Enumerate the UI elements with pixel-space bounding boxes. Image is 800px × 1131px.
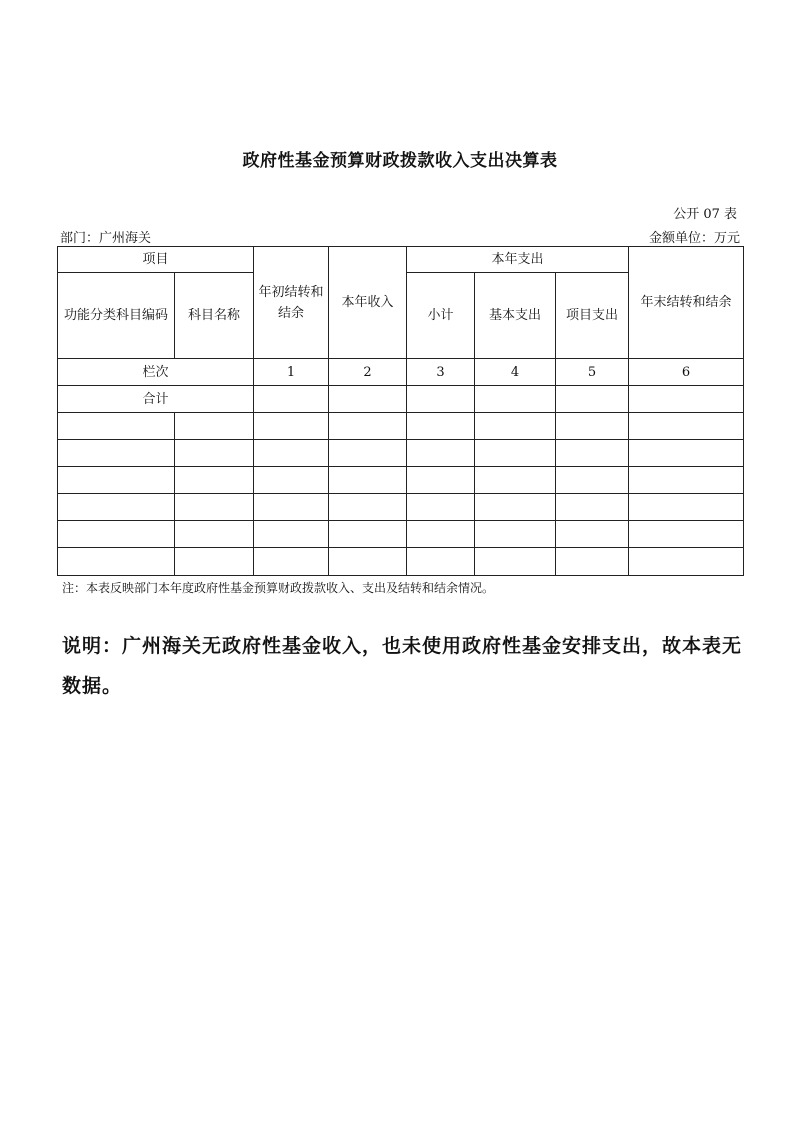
table-cell (329, 494, 407, 521)
table-cell (175, 521, 254, 548)
table-cell (329, 413, 407, 440)
table-cell (407, 413, 475, 440)
table-cell (556, 386, 629, 413)
table-cell (556, 548, 629, 576)
table-cell (175, 467, 254, 494)
table-cell (475, 521, 556, 548)
table-cell (475, 494, 556, 521)
header-basic-expense: 基本支出 (475, 273, 556, 359)
table-row (58, 548, 744, 576)
table-cell (629, 521, 744, 548)
table-cell (629, 413, 744, 440)
table-cell (254, 494, 329, 521)
header-end-balance: 年末结转和结余 (629, 247, 744, 359)
table-cell (407, 386, 475, 413)
table-cell (407, 440, 475, 467)
table-cell (629, 467, 744, 494)
header-subtotal: 小计 (407, 273, 475, 359)
table-cell (254, 413, 329, 440)
table-row (58, 413, 744, 440)
header-project-expense: 项目支出 (556, 273, 629, 359)
table-cell (58, 494, 175, 521)
table-cell (329, 467, 407, 494)
table-row (58, 521, 744, 548)
table-cell (475, 467, 556, 494)
table-cell (629, 548, 744, 576)
column-index-label: 栏次 (58, 359, 254, 386)
table-cell (407, 548, 475, 576)
table-cell (175, 440, 254, 467)
column-index-row (58, 359, 744, 386)
column-number: 4 (475, 359, 556, 386)
table-cell (58, 467, 175, 494)
table-cell (58, 440, 175, 467)
column-number: 3 (407, 359, 475, 386)
table-cell (329, 440, 407, 467)
table-cell (407, 521, 475, 548)
table-cell (475, 440, 556, 467)
table-cell (407, 494, 475, 521)
table-cell (254, 440, 329, 467)
table-cell (475, 413, 556, 440)
header-func-code: 功能分类科目编码 (58, 273, 175, 359)
table-cell (629, 494, 744, 521)
column-number: 2 (329, 359, 407, 386)
table-cell (175, 413, 254, 440)
table-cell (58, 413, 175, 440)
table-cell (329, 521, 407, 548)
header-project: 项目 (58, 247, 254, 273)
column-number: 5 (556, 359, 629, 386)
table-cell (629, 386, 744, 413)
column-number: 1 (254, 359, 329, 386)
table-cell (254, 548, 329, 576)
table-cell (254, 467, 329, 494)
fund-budget-table (57, 246, 744, 576)
table-cell (329, 548, 407, 576)
table-cell (58, 521, 175, 548)
table-row (58, 467, 744, 494)
department-label: 部门：广州海关 (60, 231, 152, 246)
table-cell (329, 386, 407, 413)
total-row (58, 386, 744, 413)
table-cell (254, 521, 329, 548)
table-cell (556, 521, 629, 548)
header-subject-name: 科目名称 (175, 273, 254, 359)
amount-unit-label: 金额单位：万元 (648, 231, 740, 246)
table-cell (58, 548, 175, 576)
explanation-paragraph: 说明：广州海关无政府性基金收入，也未使用政府性基金安排支出，故本表无数据。 (62, 635, 743, 697)
header-expense-group: 本年支出 (407, 247, 629, 273)
table-cell (475, 386, 556, 413)
table-cell (629, 440, 744, 467)
table-row (58, 494, 744, 521)
form-number: 公开 07 表 (673, 207, 737, 222)
table-cell (556, 494, 629, 521)
table-cell (556, 413, 629, 440)
table-cell (175, 548, 254, 576)
table-note: 注：本表反映部门本年度政府性基金预算财政拨款收入、支出及结转和结余情况。 (62, 581, 495, 595)
table-cell (556, 467, 629, 494)
header-begin-balance: 年初结转和结余 (254, 247, 329, 359)
table-row (58, 440, 744, 467)
table-cell (475, 548, 556, 576)
header-income: 本年收入 (329, 247, 407, 359)
page-title: 政府性基金预算财政拨款收入支出决算表 (242, 151, 558, 171)
table-cell (407, 467, 475, 494)
table-cell (254, 386, 329, 413)
table-cell (556, 440, 629, 467)
column-number: 6 (629, 359, 744, 386)
table-cell (175, 494, 254, 521)
total-label: 合计 (58, 386, 254, 413)
